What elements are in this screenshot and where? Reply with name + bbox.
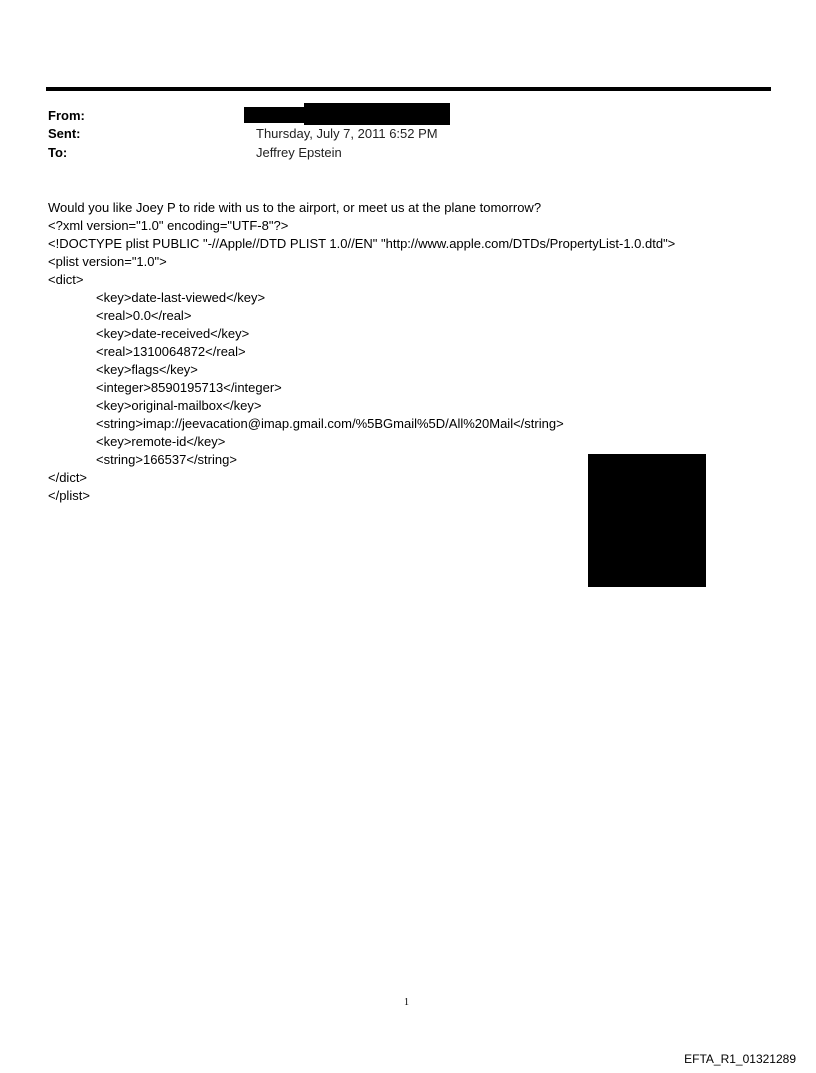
body-line: <string>166537</string> [96, 452, 237, 467]
body-line: <!DOCTYPE plist PUBLIC "-//Apple//DTD PLIST 1.0//EN" "http://www.apple.com/DTDs/PropertyList-1.0.dtd"> [48, 236, 676, 251]
body-line: <key>original-mailbox</key> [96, 398, 262, 413]
body-line: </dict> [48, 470, 88, 485]
sent-value: Thursday, July 7, 2011 6:52 PM [256, 126, 438, 141]
to-value: Jeffrey Epstein [256, 145, 342, 160]
from-redaction [244, 107, 304, 123]
body-line: <key>flags</key> [96, 362, 198, 377]
page-number: 1 [404, 997, 409, 1008]
from-label: From: [48, 108, 85, 123]
body-line: <key>remote-id</key> [96, 434, 226, 449]
body-line: <plist version="1.0"> [48, 254, 167, 269]
body-line: Would you like Joey P to ride with us to the airport, or meet us at the plane tomorrow? [48, 200, 542, 215]
body-line: <key>date-last-viewed</key> [96, 290, 266, 305]
from-redaction-2 [304, 103, 450, 125]
body-line: <integer>8590195713</integer> [96, 380, 282, 395]
document-id: EFTA_R1_01321289 [684, 1052, 796, 1066]
body-line: <string>imap://jeevacation@imap.gmail.com/%5BGmail%5D/All%20Mail</string> [96, 416, 564, 431]
body-line: <dict> [48, 272, 84, 287]
body-line: <real>0.0</real> [96, 308, 192, 323]
body-line: <?xml version="1.0" encoding="UTF-8"?> [48, 218, 289, 233]
body-line: </plist> [48, 488, 90, 503]
body-redaction [588, 454, 706, 587]
sent-label: Sent: [48, 126, 81, 141]
to-label: To: [48, 145, 68, 160]
body-line: <key>date-received</key> [96, 326, 250, 341]
body-line: <real>1310064872</real> [96, 344, 246, 359]
header-divider [46, 87, 771, 91]
